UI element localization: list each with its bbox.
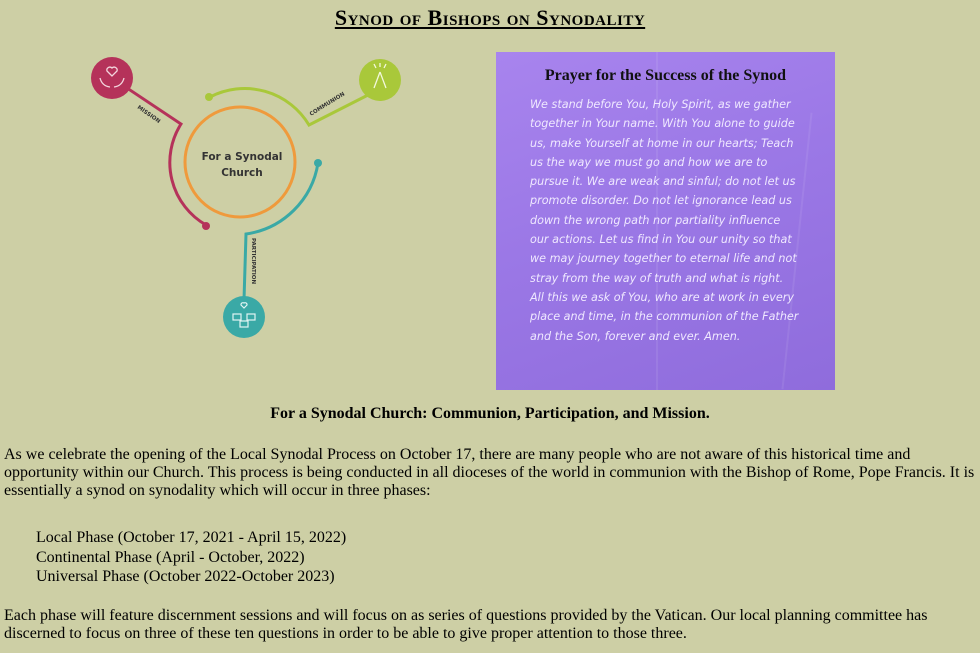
phase-item: Local Phase (October 17, 2021 - April 15, 2022) <box>36 529 347 546</box>
page-title: Synod of Bishops on Synodality <box>334 5 646 30</box>
prayer-line: promote disorder. Do not let ignorance lead us <box>530 194 792 208</box>
intro-paragraph: As we celebrate the opening of the Local Synodal Process on October 17, there are many people who are not aware of this historical time and opportunity within our Church. This process is being conducted in all dioceses of the world in communion with the Bishop of Rome, Pope Francis. It is essentially a synod on synodality which will occur in three phases: <box>4 446 975 499</box>
mission-badge <box>91 57 133 99</box>
mission-label: MISSION <box>135 104 162 125</box>
center-label-line1: For a Synodal <box>201 151 283 163</box>
mission-path <box>118 82 206 225</box>
prayer-line: All this we ask of You, who are at work in every <box>530 290 795 304</box>
participation-badge <box>223 296 265 338</box>
prayer-text <box>530 95 798 346</box>
center-label-line2: Church <box>221 167 263 179</box>
phase-item: Continental Phase (April - October, 2022) <box>36 548 305 566</box>
prayer-line: together in Your name. With You alone to guide <box>530 117 795 131</box>
section-subtitle: For a Synodal Church: Communion, Participation, and Mission. <box>270 405 710 422</box>
prayer-line: pursue it. We are weak and sinful; do not let us <box>530 175 796 189</box>
participation-label: PARTICIPATION <box>250 238 256 285</box>
prayer-line: we may journey together to eternal life and not <box>530 252 797 266</box>
prayer-line: We stand before You, Holy Spirit, as we gather <box>530 98 791 111</box>
communion-label: COMMUNION <box>308 91 347 118</box>
phase-item: Universal Phase (October 2022-October 2023) <box>36 568 335 585</box>
prayer-line: us the way we must go and how we are to <box>530 155 768 169</box>
synodal-church-diagram <box>60 40 440 350</box>
phase-list <box>36 528 346 587</box>
prayer-line: place and time, in the communion of the Father <box>530 310 799 324</box>
prayer-card <box>496 52 835 390</box>
participation-end-dot <box>314 159 322 167</box>
prayer-line: us, make Yourself at home in our hearts; Teach <box>530 136 794 150</box>
prayer-line: and the Son, forever and ever. Amen. <box>530 329 741 343</box>
communion-end-dot <box>205 93 213 101</box>
prayer-line: our actions. Let us find in You our unity so that <box>530 233 792 247</box>
prayer-heading: Prayer for the Success of the Synod <box>544 67 787 84</box>
prayer-line: stray from the way of truth and what is right. <box>530 271 784 285</box>
prayer-line: down the wrong path nor partiality influence <box>530 213 781 227</box>
closing-paragraph: Each phase will feature discernment sessions and will focus on as series of questions provided by the Vatican. Our local planning committee has discerned to focus on three of these ten questions in order to be able to give proper attention to those three. <box>4 607 928 642</box>
mission-end-dot <box>202 222 210 230</box>
